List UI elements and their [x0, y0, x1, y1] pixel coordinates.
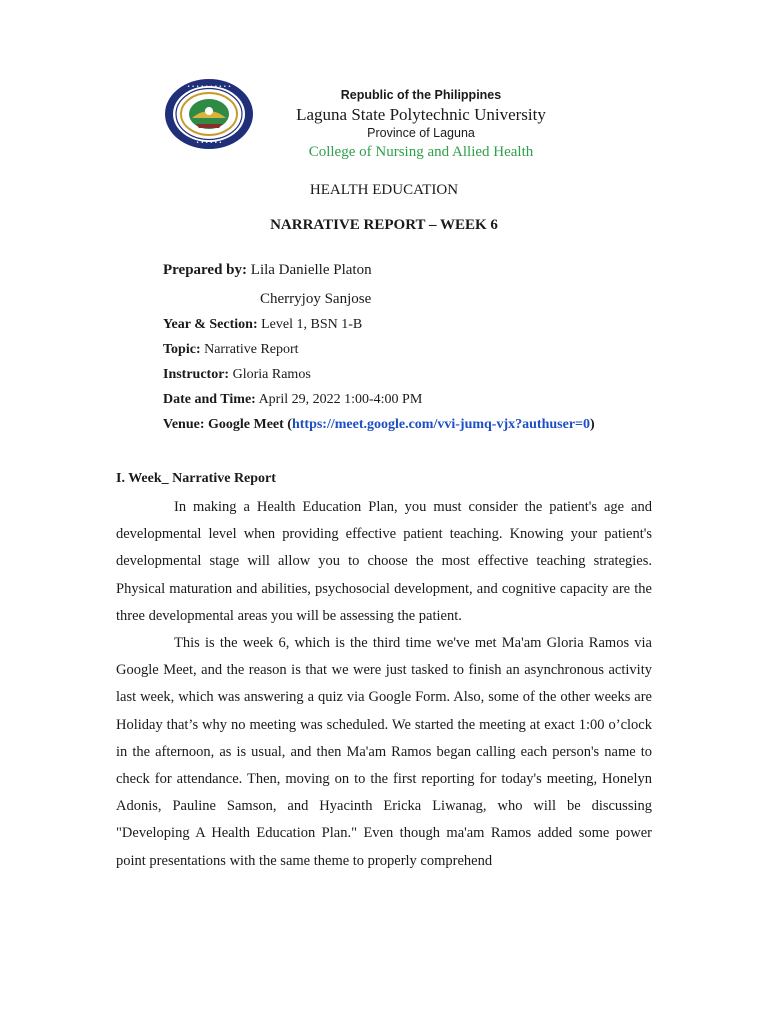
- year-section-row: [163, 317, 362, 333]
- paragraph-1: In making a Health Education Plan, you must consider the patient's age and developmental level when providing effective patient teaching. Knowing your patient's developmental stage will allow you to choose the most effective teaching strategies. Physical maturation and abilities, psychosocial development, and cognitive capacity are the three developmental areas you will be assessing the patient.: [116, 499, 652, 624]
- venue-link[interactable]: https://meet.google.com/vvi-jumq-vjx?authuser=0: [291, 417, 591, 432]
- province-line: Province of Laguna: [367, 126, 475, 140]
- report-body: [116, 494, 652, 875]
- svg-text:• • • • • •: • • • • • •: [196, 140, 222, 146]
- section-heading: I. Week_ Narrative Report: [116, 471, 276, 486]
- prepared-by-name-1: Lila Danielle Platon: [250, 262, 372, 278]
- date-time-value: April 29, 2022 1:00-4:00 PM: [258, 392, 423, 407]
- report-title: NARRATIVE REPORT – WEEK 6: [270, 217, 498, 233]
- prepared-by-label: Prepared by:: [163, 262, 248, 278]
- university-name: Laguna State Polytechnic University: [296, 105, 546, 124]
- topic-label: Topic:: [163, 342, 201, 357]
- subject-heading: HEALTH EDUCATION: [309, 182, 459, 198]
- instructor-row: [163, 367, 311, 383]
- date-time-row: [163, 392, 422, 408]
- year-section-label: Year & Section:: [163, 317, 258, 332]
- svg-text:• • • • • • • • • •: • • • • • • • • • •: [187, 84, 231, 90]
- venue-label: Venue: Google Meet (: [163, 417, 292, 432]
- date-time-label: Date and Time:: [163, 392, 256, 407]
- instructor-label: Instructor:: [163, 367, 230, 382]
- topic-row: [163, 342, 299, 358]
- paragraph-2: This is the week 6, which is the third time we've met Ma'am Gloria Ramos via Google Meet, and the reason is that we were just tasked to finish an asynchronous activity last week, which was answering a quiz via Google Form. Also, some of the other weeks are Holiday that’s why no meeting was scheduled. We started the meeting at exact 1:00 o’clock in the afternoon, as is usual, and then Ma'am Ramos began calling each person's name to check for attendance. Then, moving on to the first reporting for today's meeting, Honelyn Adonis, Pauline Samson, and Hyacinth Ericka Liwanag, who will be discussing "Developing A Health Education Plan." Even though ma'am Ramos added some power point presentations with the same theme to properly comprehend: [116, 635, 652, 869]
- venue-close: ): [590, 417, 595, 432]
- republic-line: Republic of the Philippines: [340, 88, 502, 102]
- topic-value: Narrative Report: [204, 342, 299, 357]
- instructor-value: Gloria Ramos: [232, 367, 311, 382]
- college-name: College of Nursing and Allied Health: [308, 144, 534, 160]
- prepared-by-name-2: Cherryjoy Sanjose: [260, 291, 372, 307]
- year-section-value: Level 1, BSN 1-B: [261, 317, 363, 332]
- venue-row: [163, 417, 595, 433]
- prepared-by-row: [163, 262, 372, 279]
